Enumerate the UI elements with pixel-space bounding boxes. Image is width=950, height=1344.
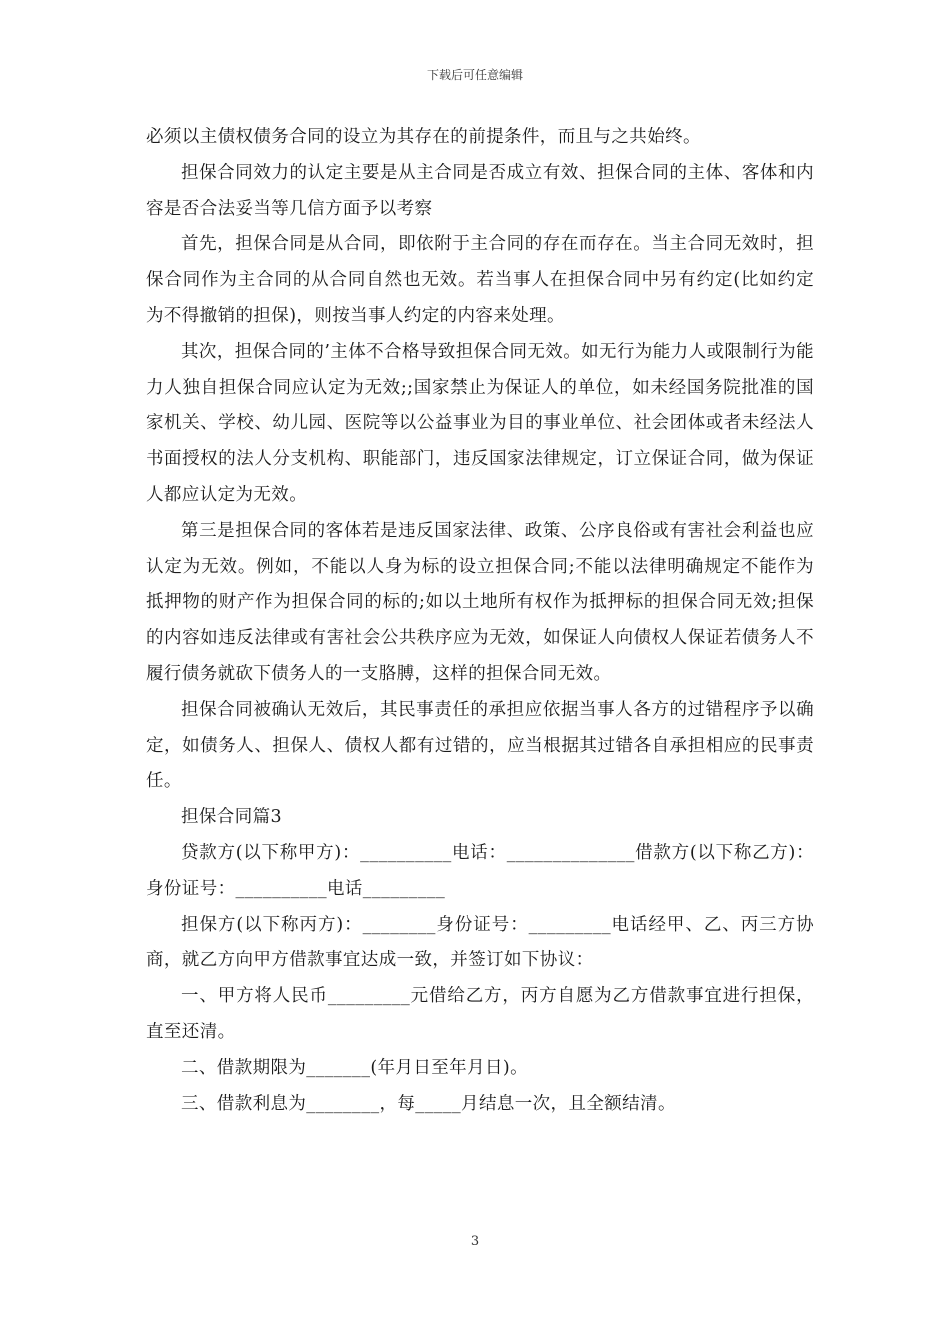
paragraph-validity-intro: 担保合同效力的认定主要是从主合同是否成立有效、担保合同的主体、客体和内容是否合法妥当等几信方面予以考察 <box>146 162 814 219</box>
clause-two: 二、借款期限为_______(年月日至年月日)。 <box>181 1057 529 1078</box>
clause-one: 一、甲方将人民币_________元借给乙方，丙方自愿为乙方借款事宜进行担保，直至还清。 <box>146 986 814 1042</box>
paragraph-parties-guarantor: 担保方(以下称丙方)：________身份证号：_________电话经甲、乙、丙三方协商，就乙方向甲方借款事宜达成一致，并签订如下协议： <box>146 914 814 971</box>
paragraph-continuation: 必须以主债权债务合同的设立为其存在的前提条件，而且与之共始终。 <box>146 127 701 147</box>
paragraph-liability: 担保合同被确认无效后，其民事责任的承担应依据当事人各方的过错程序予以确定，如债务人、担保人、债权人都有过错的，应当根据其过错各自承担相应的民事责任。 <box>146 699 814 792</box>
document-body <box>146 120 814 1122</box>
clause-three: 三、借款利息为________，每_____月结息一次，且全额结清。 <box>181 1093 676 1114</box>
paragraph-second-point: 其次，担保合同的’主体不合格导致担保合同无效。如无行为能力人或限制行为能力人独自担保合同应认定为无效;;国家禁止为保证人的单位，如未经国务院批准的国家机关、学校、幼儿园、医院等以公益事业为目的事业单位、社会团体或者未经法人书面授权的法人分支机构、职能部门，违反国家法律规定，订立保证合同，做为保证人都应认定为无效。 <box>146 341 814 505</box>
paragraph-parties-lender-borrower: 贷款方(以下称甲方)：__________电话：______________借款方(以下称乙方)：身份证号：__________电话_________ <box>146 842 814 899</box>
paragraph-first-point: 首先，担保合同是从合同，即依附于主合同的存在而存在。当主合同无效时，担保合同作为主合同的从合同自然也无效。若当事人在担保合同中另有约定(比如约定为不得撤销的担保)，则按当事人约定的内容来处理。 <box>146 234 814 326</box>
page-header: 下载后可任意编辑 <box>426 68 523 82</box>
page-number: 3 <box>470 1234 480 1249</box>
section-heading: 担保合同篇3 <box>181 807 283 828</box>
paragraph-third-point: 第三是担保合同的客体若是违反国家法律、政策、公序良俗或有害社会利益也应认定为无效。例如，不能以人身为标的设立担保合同;不能以法律明确规定不能作为抵押物的财产作为担保合同的标的;如以土地所有权作为抵押标的担保合同无效;担保的内容如违反法律或有害社会公共秩序应为无效，如保证人向债权人保证若债务人不履行债务就砍下债务人的一支胳膊，这样的担保合同无效。 <box>146 520 814 684</box>
